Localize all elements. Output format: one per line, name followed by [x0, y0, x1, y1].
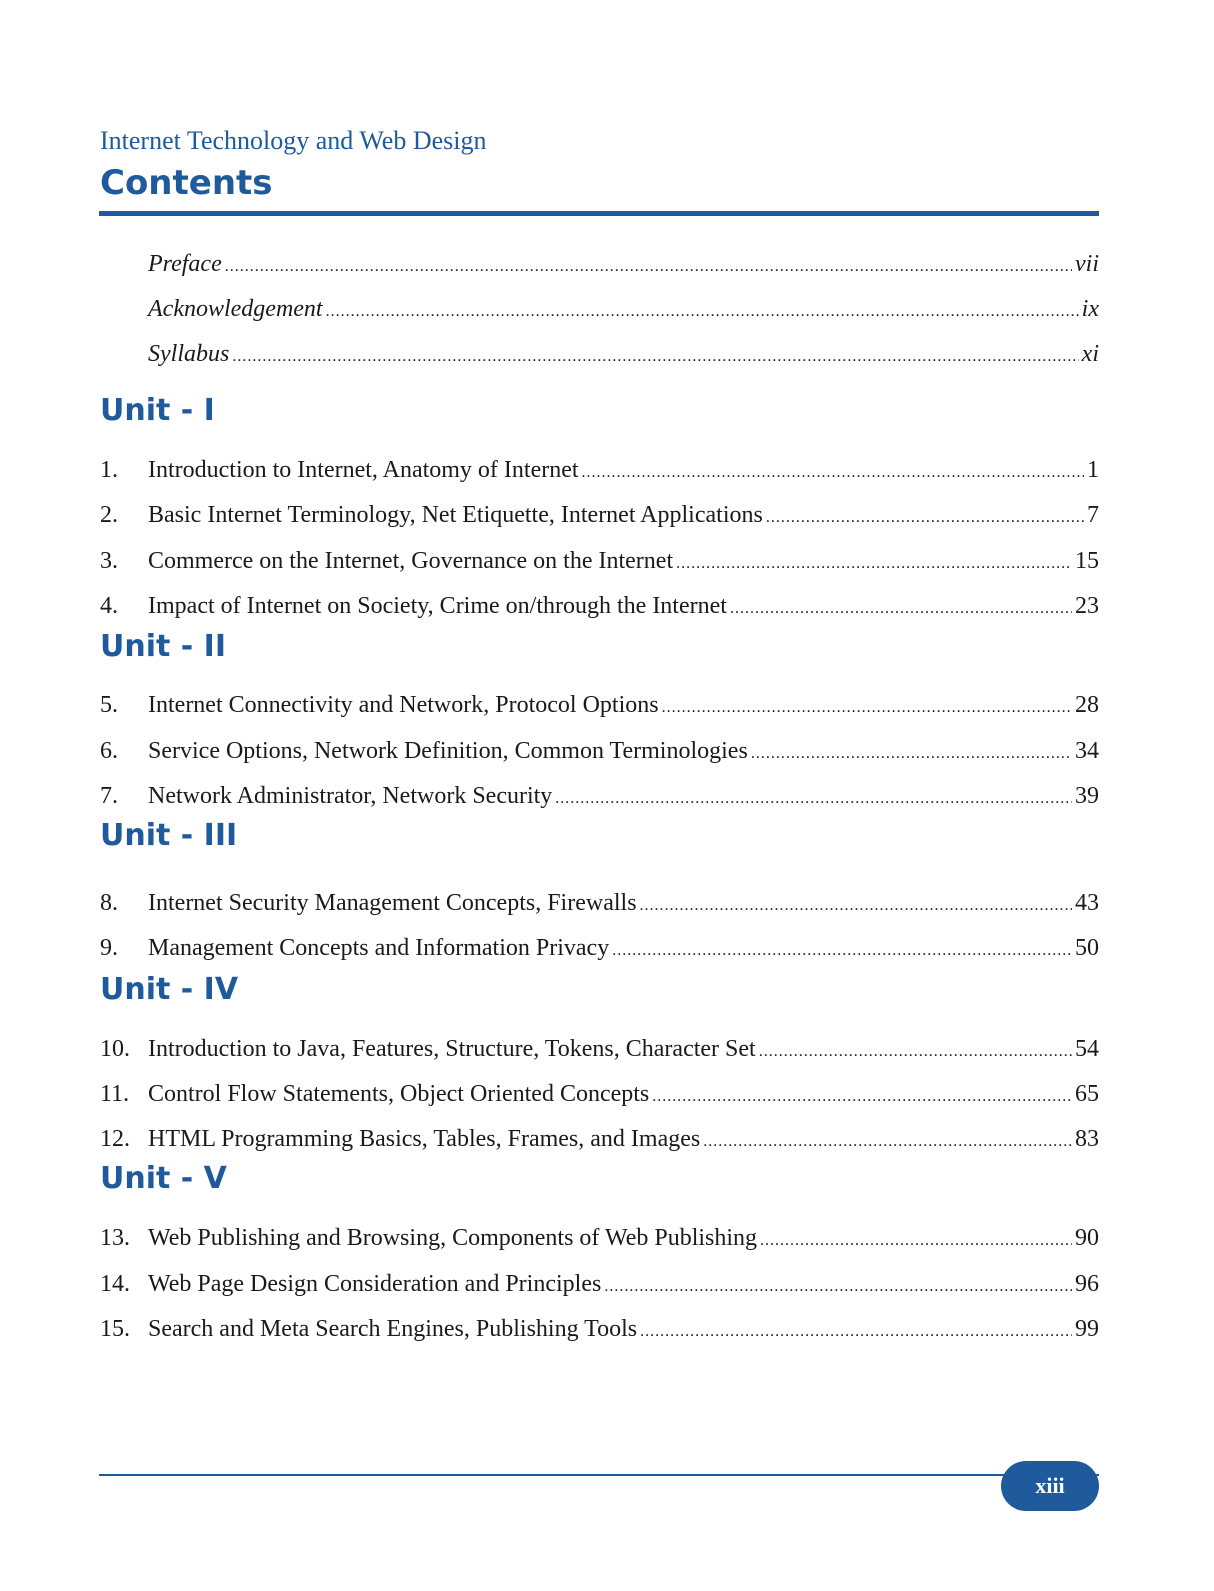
toc-leader-dots: [326, 296, 1079, 328]
toc-entry-chapter-1[interactable]: [100, 454, 1099, 486]
toc-leader-dots: [640, 1316, 1072, 1348]
toc-entry-chapter-3[interactable]: [100, 545, 1099, 577]
toc-entry-title: Search and Meta Search Engines, Publishing Tools: [148, 1316, 638, 1342]
toc-entry-chapter-4[interactable]: [100, 590, 1099, 622]
toc-leader-dots: [640, 890, 1072, 922]
toc-entry-page: 1: [1087, 457, 1099, 483]
toc-entry-title: Introduction to Java, Features, Structure, Tokens, Character Set: [148, 1036, 756, 1062]
toc-entry-title: Web Publishing and Browsing, Components of Web Publishing: [148, 1225, 758, 1251]
toc-entry-title: Basic Internet Terminology, Net Etiquette, Internet Applications: [148, 502, 763, 528]
toc-entry-number: 13.: [100, 1225, 130, 1251]
toc-entry-title: Network Administrator, Network Security: [148, 783, 553, 809]
toc-leader-dots: [582, 457, 1084, 489]
toc-leader-dots: [766, 502, 1084, 534]
toc-leader-dots: [232, 341, 1078, 373]
toc-entry-title: Preface: [148, 251, 222, 277]
book-title: Internet Technology and Web Design: [100, 126, 487, 155]
toc-entry-chapter-5[interactable]: [100, 689, 1099, 721]
toc-entry-page: ix: [1081, 296, 1099, 322]
toc-entry-number: 11.: [100, 1081, 130, 1107]
toc-entry-number: 15.: [100, 1316, 130, 1342]
toc-leader-dots: [759, 1036, 1072, 1068]
toc-entry-page: vii: [1075, 251, 1099, 277]
toc-entry-title: Control Flow Statements, Object Oriented Concepts: [148, 1081, 650, 1107]
toc-entry-number: 7.: [100, 783, 118, 809]
toc-entry-title: Service Options, Network Definition, Common Terminologies: [148, 738, 748, 764]
toc-entry-chapter-14[interactable]: [100, 1268, 1099, 1300]
toc-entry-acknowledgement[interactable]: [100, 293, 1099, 325]
toc-entry-title: Commerce on the Internet, Governance on the Internet: [148, 548, 674, 574]
toc-entry-page: 7: [1087, 502, 1099, 528]
toc-entry-title: Internet Connectivity and Network, Protocol Options: [148, 692, 659, 718]
toc-leader-dots: [751, 738, 1072, 770]
toc-entry-number: 2.: [100, 502, 118, 528]
toc-entry-chapter-10[interactable]: [100, 1033, 1099, 1065]
page-title: Contents: [100, 163, 273, 203]
toc-entry-page: 54: [1075, 1036, 1099, 1062]
toc-entry-chapter-6[interactable]: [100, 735, 1099, 767]
unit-heading-1: Unit - I: [100, 393, 215, 428]
toc-leader-dots: [225, 251, 1072, 283]
toc-entry-page: 15: [1075, 548, 1099, 574]
toc-leader-dots: [555, 783, 1072, 815]
toc-entry-chapter-13[interactable]: [100, 1222, 1099, 1254]
toc-entry-chapter-11[interactable]: [100, 1078, 1099, 1110]
toc-entry-number: 12.: [100, 1126, 130, 1152]
unit-heading-5: Unit - V: [100, 1161, 227, 1196]
toc-entry-page: 28: [1075, 692, 1099, 718]
toc-entry-page: 90: [1075, 1225, 1099, 1251]
toc-entry-title: Syllabus: [148, 341, 230, 367]
toc-entry-page: 83: [1075, 1126, 1099, 1152]
toc-entry-number: 9.: [100, 935, 118, 961]
footer-divider: [99, 1474, 1099, 1476]
toc-leader-dots: [730, 593, 1072, 625]
toc-entry-number: 10.: [100, 1036, 130, 1062]
toc-entry-title: HTML Programming Basics, Tables, Frames, and Images: [148, 1126, 701, 1152]
unit-heading-4: Unit - IV: [100, 972, 239, 1007]
toc-entry-number: 3.: [100, 548, 118, 574]
unit-heading-2: Unit - II: [100, 629, 227, 664]
toc-entry-chapter-9[interactable]: [100, 932, 1099, 964]
toc-leader-dots: [760, 1225, 1072, 1257]
toc-entry-number: 4.: [100, 593, 118, 619]
toc-entry-page: 50: [1075, 935, 1099, 961]
toc-entry-title: Management Concepts and Information Privacy: [148, 935, 610, 961]
toc-leader-dots: [662, 692, 1072, 724]
toc-entry-chapter-7[interactable]: [100, 780, 1099, 812]
toc-entry-chapter-12[interactable]: [100, 1123, 1099, 1155]
toc-entry-title: Acknowledgement: [148, 296, 323, 322]
toc-leader-dots: [676, 548, 1072, 580]
toc-entry-title: Web Page Design Consideration and Principles: [148, 1271, 602, 1297]
toc-leader-dots: [703, 1126, 1072, 1158]
toc-entry-number: 5.: [100, 692, 118, 718]
page-number-badge: xiii: [1001, 1461, 1099, 1511]
toc-leader-dots: [604, 1271, 1072, 1303]
toc-entry-page: 99: [1075, 1316, 1099, 1342]
toc-entry-number: 6.: [100, 738, 118, 764]
toc-entry-page: 23: [1075, 593, 1099, 619]
toc-entry-page: 43: [1075, 890, 1099, 916]
toc-leader-dots: [652, 1081, 1072, 1113]
toc-entry-title: Introduction to Internet, Anatomy of Internet: [148, 457, 579, 483]
toc-entry-chapter-2[interactable]: [100, 499, 1099, 531]
toc-entry-page: 65: [1075, 1081, 1099, 1107]
toc-entry-page: 39: [1075, 783, 1099, 809]
toc-entry-chapter-15[interactable]: [100, 1313, 1099, 1345]
toc-entry-preface[interactable]: [100, 248, 1099, 280]
toc-entry-number: 8.: [100, 890, 118, 916]
toc-entry-number: 1.: [100, 457, 118, 483]
toc-entry-title: Internet Security Management Concepts, Firewalls: [148, 890, 637, 916]
toc-entry-syllabus[interactable]: [100, 338, 1099, 370]
toc-entry-page: xi: [1081, 341, 1099, 367]
toc-entry-number: 14.: [100, 1271, 130, 1297]
toc-entry-chapter-8[interactable]: [100, 887, 1099, 919]
toc-leader-dots: [612, 935, 1072, 967]
header-divider: [99, 211, 1099, 216]
toc-entry-page: 34: [1075, 738, 1099, 764]
toc-entry-page: 96: [1075, 1271, 1099, 1297]
toc-entry-title: Impact of Internet on Society, Crime on/through the Internet: [148, 593, 727, 619]
unit-heading-3: Unit - III: [100, 818, 238, 853]
